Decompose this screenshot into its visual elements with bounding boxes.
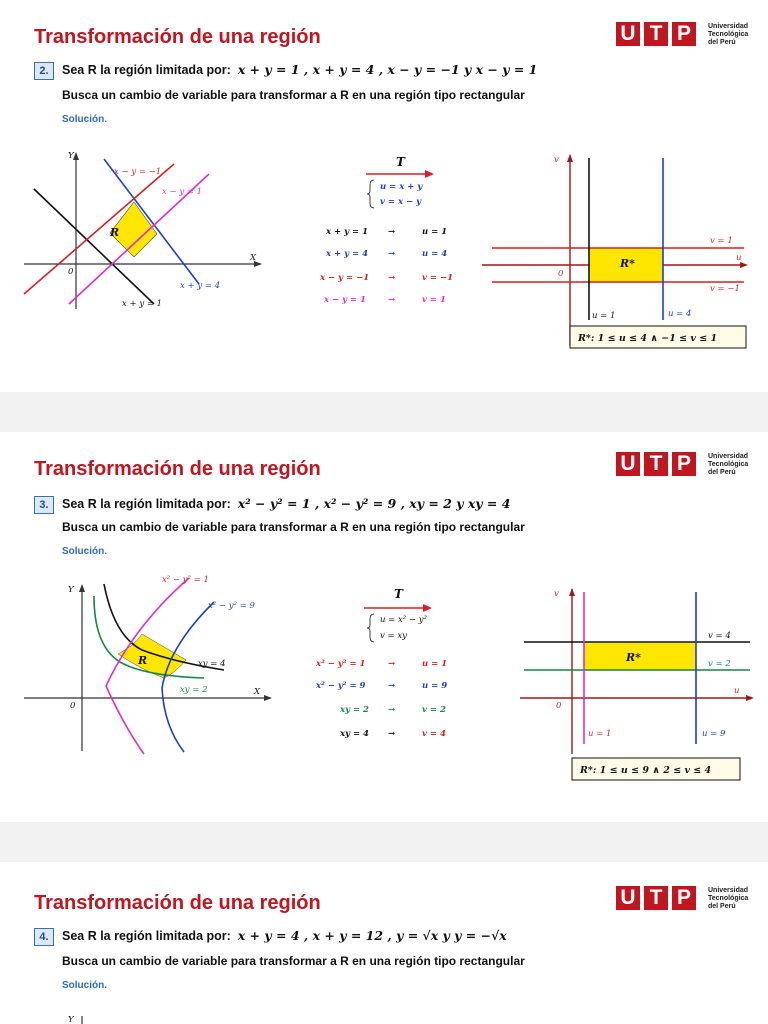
svg-text:x − y = −1: x − y = −1 — [114, 167, 162, 177]
svg-text:T: T — [396, 155, 405, 169]
instruction: Busca un cambio de variable para transformar a R en una región tipo rectangular — [62, 520, 525, 534]
svg-text:u = 1: u = 1 — [422, 227, 448, 237]
svg-text:xy = 2: xy = 2 — [180, 685, 208, 695]
svg-text:xy = 2: xy = 2 — [340, 705, 369, 715]
svg-text:R*: R* — [626, 651, 641, 664]
transform-map — [310, 152, 480, 312]
problem-number: 3. — [34, 496, 54, 514]
svg-text:v = x − y: v = x − y — [380, 197, 422, 207]
svg-text:0: 0 — [558, 269, 564, 279]
slide-problem-2 — [0, 0, 768, 392]
problem-statement: 2. Sea R la región limitada por: x + y = 1 , x + y = 4 , x − y = −1 y x − y = 1 — [34, 62, 537, 80]
region-graph-uv — [482, 150, 752, 356]
svg-text:v = 1: v = 1 — [710, 236, 733, 246]
svg-text:u: u — [736, 253, 742, 263]
slide-title: Transformación de una región — [34, 892, 321, 914]
problem-number: 2. — [34, 62, 54, 80]
svg-text:x + y = 4: x + y = 4 — [326, 249, 369, 259]
slide-title: Transformación de una región — [34, 458, 321, 480]
slide-problem-4 — [0, 862, 768, 1024]
svg-text:u = 4: u = 4 — [668, 309, 692, 319]
svg-text:v = xy: v = xy — [380, 631, 407, 641]
svg-text:x − y = −1: x − y = −1 — [320, 273, 370, 283]
problem-statement: 4. Sea R la región limitada por: x + y = 4 , x + y = 12 , y = √x y y = −√x — [34, 928, 507, 946]
svg-text:v = 4: v = 4 — [422, 729, 446, 739]
slide-title: Transformación de una región — [34, 26, 321, 48]
region-graph-xy — [24, 144, 264, 314]
svg-text:→: → — [388, 249, 396, 259]
svg-text:u = 1: u = 1 — [422, 659, 448, 669]
svg-text:T: T — [394, 587, 403, 601]
problem-statement: 3. Sea R la región limitada por: x² − y² = 1 , x² − y² = 9 , xy = 2 y xy = 4 — [34, 496, 510, 514]
svg-text:X: X — [254, 687, 261, 697]
svg-text:x² − y² = 9: x² − y² = 9 — [208, 601, 255, 611]
svg-text:v: v — [554, 589, 559, 599]
slide-separator — [0, 392, 768, 432]
svg-text:X: X — [250, 253, 257, 263]
slide-problem-3 — [0, 432, 768, 822]
svg-text:v = −1: v = −1 — [710, 284, 740, 294]
instruction: Busca un cambio de variable para transformar a R en una región tipo rectangular — [62, 954, 525, 968]
utp-logo: U T P Universidad Tecnológica del Perú — [616, 22, 756, 54]
svg-text:u = 1: u = 1 — [592, 311, 616, 321]
svg-text:v = 4: v = 4 — [708, 631, 731, 641]
svg-text:→: → — [388, 705, 396, 715]
svg-text:x + y = 4: x + y = 4 — [180, 281, 221, 291]
svg-text:x² − y² = 9: x² − y² = 9 — [316, 681, 366, 691]
svg-text:x − y = 1: x − y = 1 — [162, 187, 203, 197]
svg-text:→: → — [388, 681, 396, 691]
utp-logo: U T P Universidad Tecnológica del Perú — [616, 452, 756, 484]
svg-text:R*: R* — [620, 257, 635, 270]
svg-text:u = 4: u = 4 — [422, 249, 448, 259]
svg-text:Y: Y — [68, 151, 74, 161]
problem-number: 4. — [34, 928, 54, 946]
svg-text:R: R — [138, 654, 148, 667]
svg-text:x − y = 1: x − y = 1 — [324, 295, 367, 305]
svg-text:→: → — [388, 659, 396, 669]
svg-text:u: u — [734, 686, 740, 696]
svg-text:xy = 4: xy = 4 — [198, 659, 226, 669]
svg-text:x² − y² = 1: x² − y² = 1 — [162, 575, 209, 585]
svg-text:v = 2: v = 2 — [708, 659, 731, 669]
svg-text:Y: Y — [68, 585, 74, 595]
svg-text:u = x + y: u = x + y — [380, 182, 423, 192]
svg-text:v: v — [554, 155, 559, 165]
utp-logo: U T P Universidad Tecnológica del Perú — [616, 886, 756, 918]
svg-text:→: → — [388, 295, 396, 305]
region-graph-uv — [520, 584, 760, 784]
svg-text:R*: 1 ≤ u ≤ 9 ∧ 2 ≤ v ≤ 4: R*: 1 ≤ u ≤ 9 ∧ 2 ≤ v ≤ 4 — [580, 765, 712, 776]
svg-text:0: 0 — [68, 267, 74, 277]
mapping-rows — [319, 227, 453, 305]
slide-separator — [0, 822, 768, 862]
transform-map — [300, 584, 470, 744]
svg-text:R*: 1 ≤ u ≤ 4 ∧ −1 ≤ v ≤ 1: R*: 1 ≤ u ≤ 4 ∧ −1 ≤ v ≤ 1 — [578, 333, 718, 344]
svg-text:u = x² − y²: u = x² − y² — [380, 615, 427, 625]
svg-text:xy = 4: xy = 4 — [340, 729, 369, 739]
svg-text:0: 0 — [70, 701, 76, 711]
svg-text:u = 9: u = 9 — [702, 729, 726, 739]
mapping-rows — [315, 659, 447, 739]
svg-text:u = 9: u = 9 — [422, 681, 448, 691]
svg-text:v = 2: v = 2 — [422, 705, 446, 715]
svg-text:→: → — [388, 227, 396, 237]
svg-text:v = 1: v = 1 — [422, 295, 446, 305]
svg-text:x + y = 1: x + y = 1 — [326, 227, 369, 237]
region-graph-xy — [24, 576, 274, 756]
svg-text:→: → — [388, 729, 396, 739]
solution-label: Solución. — [62, 980, 107, 991]
svg-text:u = 1: u = 1 — [588, 729, 612, 739]
region-graph-xy — [24, 1010, 124, 1024]
svg-text:Y: Y — [68, 1015, 74, 1024]
instruction: Busca un cambio de variable para transformar a R en una región tipo rectangular — [62, 88, 525, 102]
solution-label: Solución. — [62, 114, 107, 125]
solution-label: Solución. — [62, 546, 107, 557]
svg-text:→: → — [388, 273, 396, 283]
svg-text:0: 0 — [556, 701, 562, 711]
svg-text:x + y = 1: x + y = 1 — [122, 299, 163, 309]
svg-text:R: R — [110, 226, 120, 239]
svg-text:v = −1: v = −1 — [422, 273, 454, 283]
svg-text:x² − y² = 1: x² − y² = 1 — [316, 659, 366, 669]
